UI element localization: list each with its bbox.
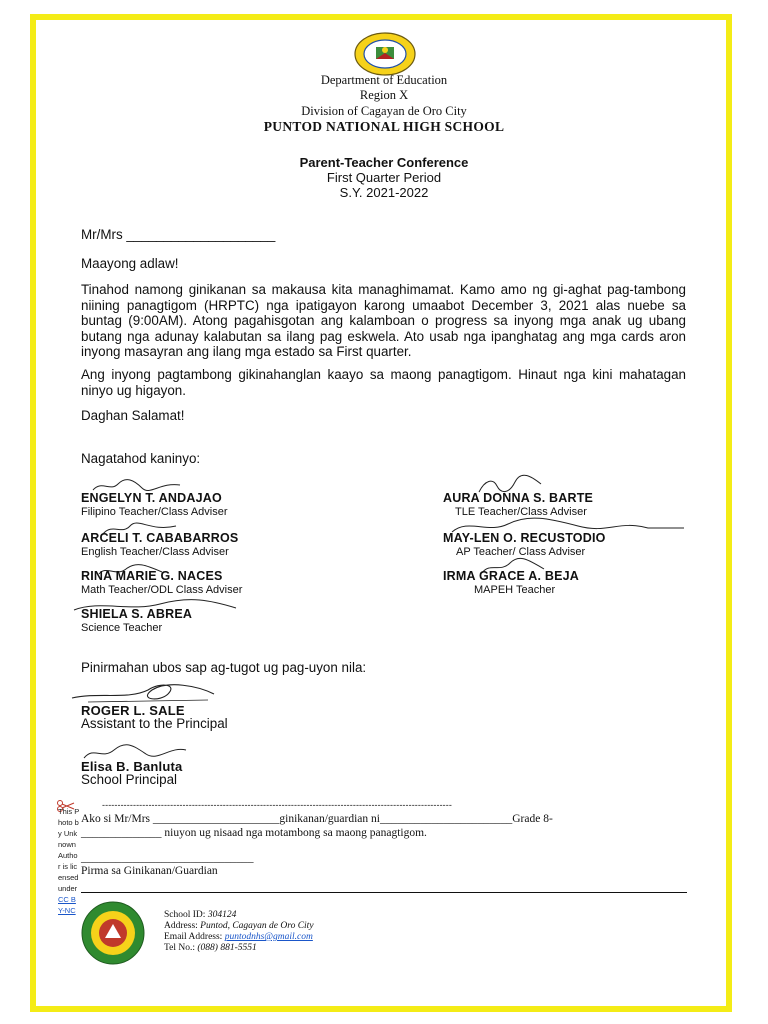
- quarter-period: First Quarter Period: [326, 170, 442, 185]
- email-link[interactable]: puntodnhs@gmail.com: [224, 932, 313, 942]
- teacher-name: IRMA GRACE A. BEJA: [443, 569, 580, 583]
- school-seal-logo: [80, 900, 146, 966]
- school-id: [164, 910, 236, 921]
- teacher-role: Math Teacher/ODL Class Adviser: [81, 584, 243, 596]
- tel-label: Tel No.:: [164, 943, 198, 953]
- photo-credit-text: This Photo by Unknown Author is licensed under: [58, 807, 80, 893]
- teacher-name: SHIELA S. ABREA: [81, 607, 193, 621]
- teacher-role: MAPEH Teacher: [474, 584, 556, 596]
- assistant-principal-role: Assistant to the Principal: [81, 716, 228, 731]
- reply-line-1: Ako si Mr/Mrs ______________________ginikanan/guardian ni_______________________Grade 8-: [81, 813, 553, 825]
- principal-name: Elisa B. Banluta: [81, 759, 183, 774]
- school-address: [164, 921, 314, 932]
- teacher-role: AP Teacher/ Class Adviser: [456, 546, 586, 558]
- teacher-name: ENGELYN T. ANDAJAO: [81, 491, 222, 505]
- school-id-value: 304124: [207, 910, 237, 920]
- letter-title: Parent-Teacher Conference: [299, 155, 469, 170]
- region-line: Region X: [359, 88, 409, 102]
- teacher-role: English Teacher/Class Adviser: [81, 546, 229, 558]
- deped-seal-logo: [352, 31, 418, 77]
- approval-intro: Pinirmahan ubos sap ag-tugot ug pag-uyon nila:: [81, 660, 367, 675]
- greeting: Maayong adlaw!: [81, 256, 179, 271]
- body-paragraph-2: Ang inyong pagtambong gikinahanglan kaayo sa maong panagtigom. Hinaut nga kini mahatagan ninyo ug higayon.: [81, 367, 686, 398]
- cut-line: -----------------------------------------------------------------------------------------------------------------: [102, 800, 452, 810]
- address-value: Puntod, Cagayan de Oro City: [200, 921, 314, 931]
- school-email: [164, 932, 313, 943]
- teacher-role: Filipino Teacher/Class Adviser: [81, 506, 228, 518]
- teacher-role: Science Teacher: [81, 622, 163, 634]
- body-paragraph-1: Tinahod namong ginikanan sa makausa kita managhimamat. Kamo amo ng gi-aghat pag-tambong niining panagtigom (HRPTC) nga ipatigayon karong umaabot December 3, 2021 alas nuebe sa buntag (9:00AM). Atong pagahisgotan ang kalamboan o progress sa inyong mga anak ug ubang butang nga adunay kalabutan sa ilang pag eskwela. Ato usab nga ipanghatag ang mga cards aron inyong masayran ang ilang mga estado sa First quarter.: [81, 282, 686, 359]
- photo-credit: [58, 806, 80, 916]
- teacher-role: TLE Teacher/Class Adviser: [455, 506, 587, 518]
- teacher-name: MAY-LEN O. RECUSTODIO: [443, 531, 606, 545]
- principal-role: School Principal: [81, 772, 178, 787]
- email-label: Email Address:: [164, 932, 225, 942]
- footer-divider: [81, 892, 687, 893]
- closing-line: Nagatahod kaninyo:: [81, 451, 201, 466]
- parent-signature-label: Pirma sa Ginikanan/Guardian: [81, 865, 218, 877]
- address-label: Address:: [164, 921, 201, 931]
- school-year: S.Y. 2021-2022: [339, 185, 429, 200]
- school-phone: [164, 943, 257, 954]
- reply-line-2: ______________ niuyon ug nisaad nga motambong sa maong panagtigom.: [81, 827, 427, 839]
- division-line: Division of Cagayan de Oro City: [301, 104, 467, 118]
- assistant-principal-name: ROGER L. SALE: [81, 703, 185, 718]
- teacher-name: AURA DONNA S. BARTE: [443, 491, 594, 505]
- license-link[interactable]: CC BY-NC: [58, 895, 76, 915]
- teacher-name: ARCELI T. CABABARROS: [81, 531, 239, 545]
- thanks-line: Daghan Salamat!: [81, 408, 185, 423]
- dept-line: Department of Education: [320, 73, 448, 87]
- tel-value: (088) 881-5551: [197, 943, 257, 953]
- signature-line: ______________________________: [81, 852, 254, 864]
- salutation: Mr/Mrs ____________________: [81, 227, 276, 242]
- school-id-label: School ID:: [164, 910, 208, 920]
- school-name: PUNTOD NATIONAL HIGH SCHOOL: [263, 119, 505, 134]
- signature-sale: [68, 678, 218, 706]
- teacher-name: RINA MARIE G. NACES: [81, 569, 223, 583]
